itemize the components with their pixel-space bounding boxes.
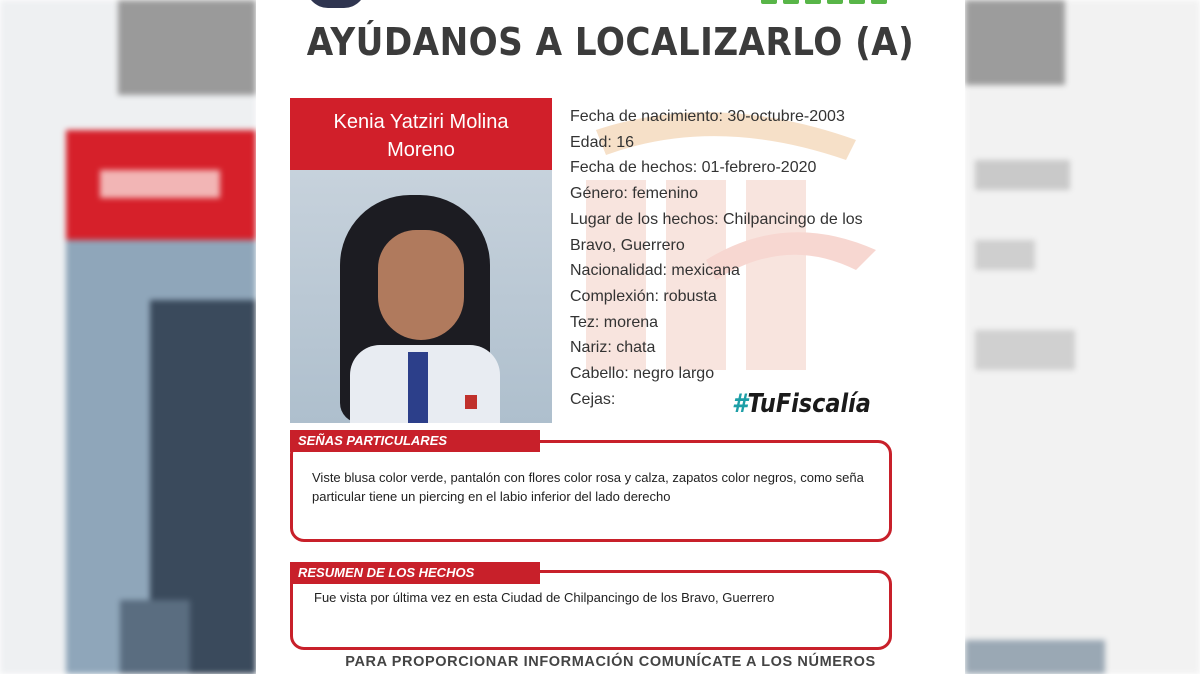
person-name-line2: Moreno (387, 139, 455, 161)
photo-shirt-stripe (408, 352, 428, 423)
missing-person-poster (256, 0, 965, 674)
headline: AYÚDANOS A LOCALIZARLO (A) (306, 20, 915, 64)
hashtag-text: TuFiscalía (747, 389, 871, 419)
person-details (570, 104, 910, 412)
seal-logo (306, 0, 366, 8)
detail-birth: Fecha de nacimiento: 30-octubre-2003 (570, 108, 845, 125)
blurred-block (120, 600, 190, 674)
blurred-block (100, 170, 220, 198)
summary-title: RESUMEN DE LOS HECHOS (290, 562, 540, 584)
logo-letter-block (871, 0, 887, 4)
photo-shirt-badge (465, 395, 477, 409)
detail-event-date: Fecha de hechos: 01-febrero-2020 (570, 159, 817, 177)
person-name-box (290, 98, 552, 170)
detail-eyebrows: Cejas: (570, 390, 616, 408)
logo-letter-block (761, 0, 777, 4)
blurred-background-right (965, 0, 1200, 674)
blurred-block (965, 640, 1105, 674)
blurred-block (975, 330, 1075, 370)
detail-gender: Género: femenino (570, 185, 699, 203)
detail-complexion: Tez: morena (570, 313, 659, 331)
person-photo (290, 170, 552, 423)
footer-contact-text: PARA PROPORCIONAR INFORMACIÓN COMUNÍCATE A LOS NÚMEROS (345, 654, 876, 670)
hashtag-symbol: # (732, 389, 748, 419)
blurred-block (965, 0, 1065, 85)
blurred-block (118, 0, 256, 95)
marks-title: SEÑAS PARTICULARES (290, 430, 540, 452)
detail-build: Complexión: robusta (570, 287, 717, 305)
hashtag (732, 389, 871, 419)
summary-text: Fue vista por última vez en esta Ciudad de Chilpancingo de los Bravo, Guerrero (314, 590, 775, 605)
blurred-block (975, 160, 1070, 190)
partial-logo-text (761, 0, 891, 6)
detail-nationality: Nacionalidad: mexicana (570, 262, 740, 280)
detail-place: Lugar de los hechos: Chilpancingo de los Bravo, Guerrero (570, 210, 863, 254)
detail-hair: Cabello: negro largo (570, 365, 715, 383)
blurred-background-left (0, 0, 256, 674)
detail-nose: Nariz: chata (570, 339, 656, 357)
logo-letter-block (849, 0, 865, 4)
logo-letter-block (827, 0, 843, 4)
logo-letter-block (805, 0, 821, 4)
logo-letter-block (783, 0, 799, 4)
person-name-line1: Kenia Yatziri Molina (333, 111, 509, 133)
photo-face (378, 230, 464, 340)
marks-text: Viste blusa color verde, pantalón con flores color rosa y calza, zapatos color negros, como seña particular tiene un piercing en el labio inferior del lado derecho (312, 470, 864, 504)
blurred-block (975, 240, 1035, 270)
detail-age: Edad: 16 (570, 133, 635, 151)
